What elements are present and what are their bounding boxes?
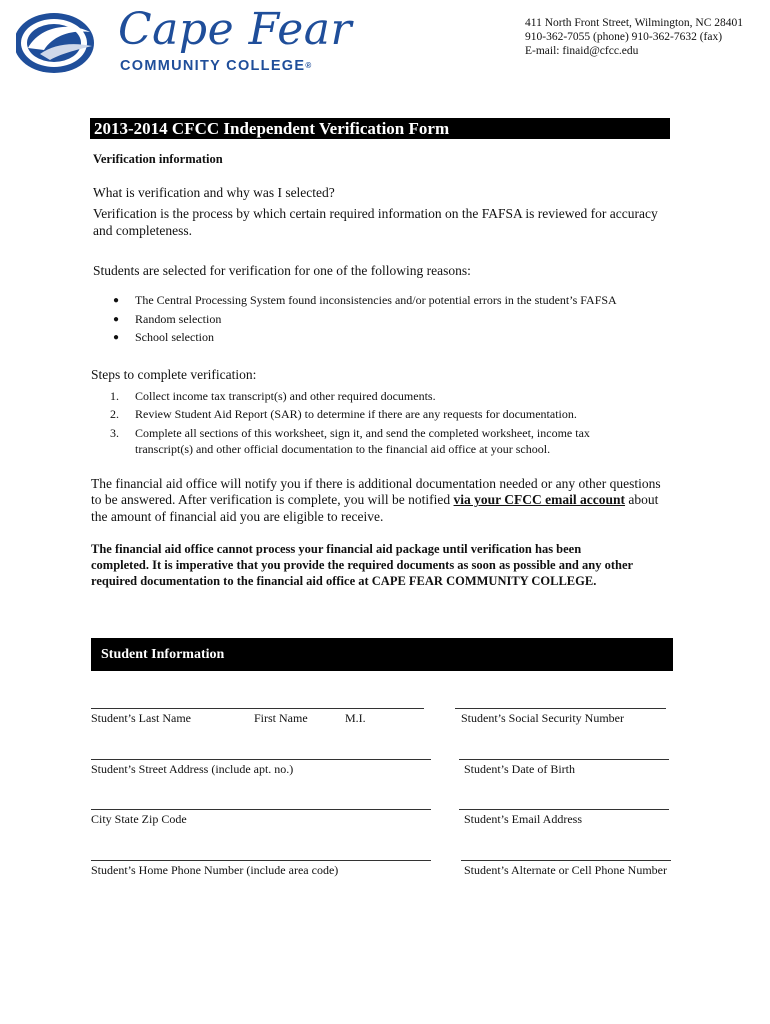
email-address-label: Student’s Email Address	[464, 812, 582, 826]
logo-name: Cape Fear	[118, 4, 353, 55]
notify-line2-pre: to be answered. After verification is complete, you will be notified	[91, 492, 454, 507]
verification-heading: Verification information	[93, 152, 223, 166]
step-number: 2.	[110, 407, 119, 421]
college-address: 411 North Front Street, Wilmington, NC 28401	[525, 17, 744, 29]
verification-definition-line1: Verification is the process by which certain required information on the FAFSA is reviewed for accuracy	[93, 206, 658, 221]
home-phone-label: Student’s Home Phone Number (include area code)	[91, 863, 339, 877]
notice-line2: completed. It is imperative that you provide the required documents as soon as possible and any other	[91, 558, 634, 572]
logo-subtitle-text: COMMUNITY COLLEGE	[120, 58, 306, 74]
step-text: Complete all sections of this worksheet, sign it, and send the completed worksheet, income tax	[135, 426, 590, 440]
alternate-phone-line[interactable]	[461, 860, 671, 861]
college-phone-fax: 910-362-7055 (phone) 910-362-7632 (fax)	[525, 31, 723, 43]
notify-line2-post: about	[625, 492, 659, 507]
notice-line3: required documentation to the financial aid office at CAPE FEAR COMMUNITY COLLEGE.	[91, 574, 597, 588]
bullet-icon: ●	[113, 314, 120, 325]
home-phone-line[interactable]	[91, 860, 431, 861]
verification-question: What is verification and why was I selected?	[93, 185, 335, 200]
reason-item: School selection	[135, 330, 214, 344]
cfcc-email-account-link: via your CFCC email account	[453, 492, 626, 507]
steps-intro: Steps to complete verification:	[91, 367, 257, 382]
reason-item: The Central Processing System found inconsistencies and/or potential errors in the student’s FAFSA	[135, 293, 617, 307]
street-address-label: Student’s Street Address (include apt. no.)	[91, 762, 294, 776]
ssn-label: Student’s Social Security Number	[461, 711, 624, 725]
logo-subtitle	[120, 57, 313, 75]
step-text: Review Student Aid Report (SAR) to determine if there are any requests for documentation.	[135, 407, 577, 421]
step-text-continued: transcript(s) and other official documentation to the financial aid office at your school.	[135, 442, 551, 456]
student-information-heading: Student Information	[91, 638, 673, 671]
last-name-line[interactable]	[91, 708, 424, 709]
notify-line2	[91, 491, 658, 508]
notice-line1: The financial aid office cannot process your financial aid package until verification has been	[91, 542, 582, 556]
first-name-label: First Name	[254, 711, 308, 725]
date-of-birth-label: Student’s Date of Birth	[464, 762, 575, 776]
city-state-zip-line[interactable]	[91, 809, 431, 810]
reason-item: Random selection	[135, 312, 222, 326]
alternate-phone-label: Student’s Alternate or Cell Phone Number	[464, 863, 667, 877]
notify-line1: The financial aid office will notify you if there is additional documentation needed or any other questions	[91, 476, 661, 491]
middle-initial-label: M.I.	[345, 711, 366, 725]
email-address-line[interactable]	[459, 809, 669, 810]
step-text: Collect income tax transcript(s) and other required documents.	[135, 389, 436, 403]
verification-definition-line2: and completeness.	[93, 223, 192, 238]
date-of-birth-line[interactable]	[459, 759, 669, 760]
ssn-line[interactable]	[455, 708, 666, 709]
bullet-icon: ●	[113, 332, 120, 343]
registered-mark: ®	[305, 61, 313, 71]
college-email: E-mail: finaid@cfcc.edu	[525, 45, 639, 57]
city-state-zip-label: City State Zip Code	[91, 812, 187, 826]
street-address-line[interactable]	[91, 759, 431, 760]
reasons-intro: Students are selected for verification for one of the following reasons:	[93, 263, 471, 278]
step-number: 3.	[110, 426, 119, 440]
form-title: 2013-2014 CFCC Independent Verification Form	[90, 118, 670, 139]
notify-line3: the amount of financial aid you are eligible to receive.	[91, 509, 384, 524]
step-number: 1.	[110, 389, 119, 403]
college-logo-icon	[10, 8, 106, 78]
bullet-icon: ●	[113, 295, 120, 306]
last-name-label: Student’s Last Name	[91, 711, 191, 725]
